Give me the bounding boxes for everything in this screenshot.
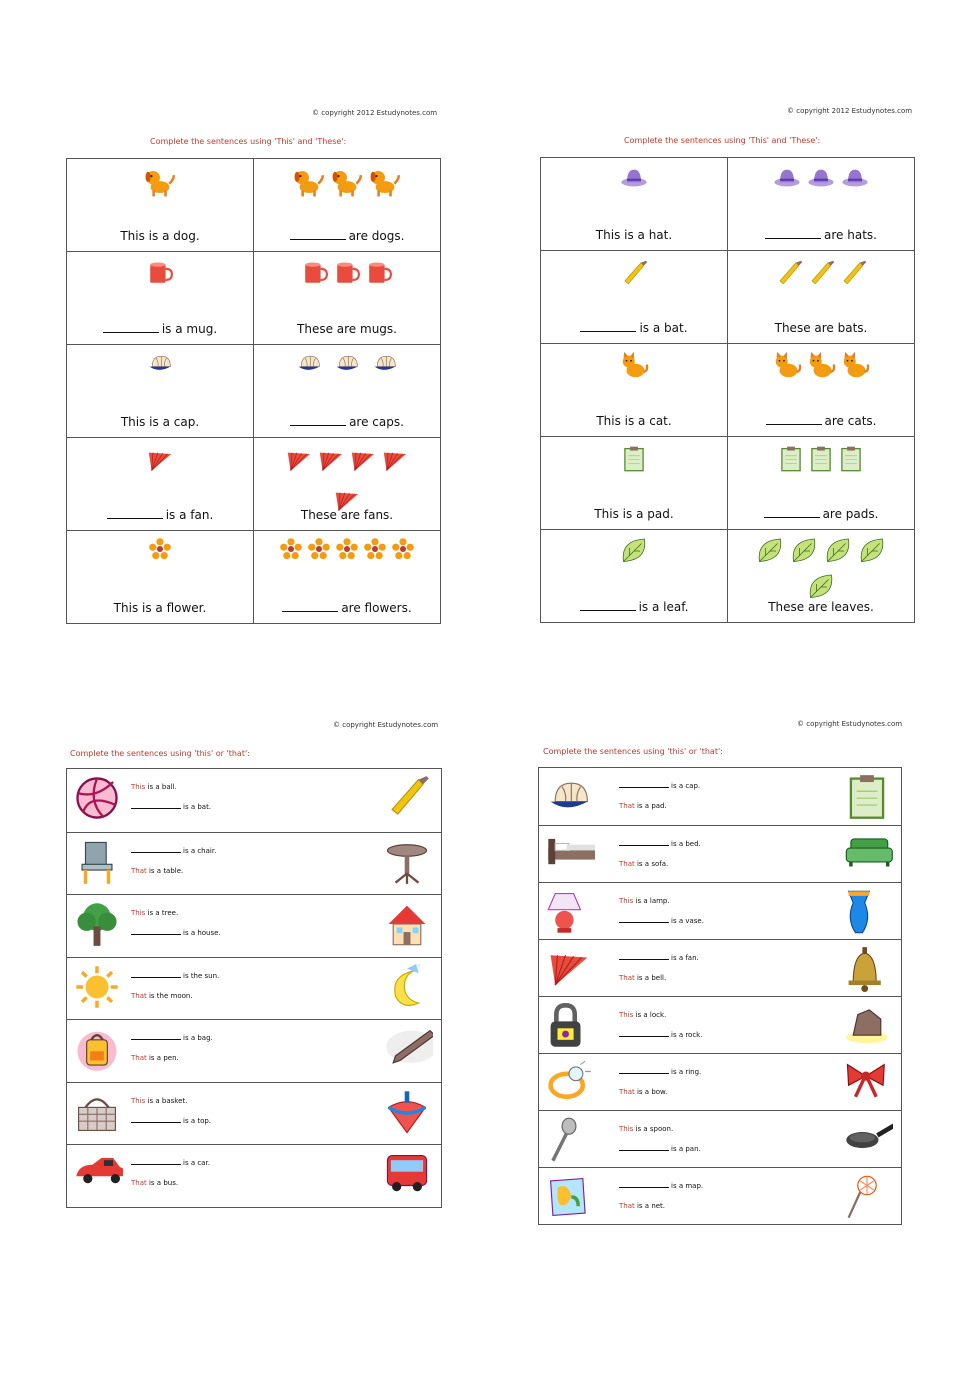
plural-item-cell bbox=[728, 437, 915, 530]
sentence bbox=[541, 414, 727, 436]
flower-icon bbox=[391, 537, 415, 565]
sentence bbox=[254, 229, 440, 251]
house-icon bbox=[381, 901, 433, 951]
sofa-icon bbox=[841, 832, 893, 882]
vase-icon bbox=[841, 889, 893, 939]
sentence-text: is a pen. bbox=[148, 1054, 179, 1062]
chair-icon bbox=[71, 839, 123, 889]
answer-blank[interactable] bbox=[764, 516, 820, 518]
sentence-text: is a bell. bbox=[636, 974, 667, 982]
answer-blank[interactable] bbox=[619, 1072, 669, 1074]
fan-icon bbox=[285, 444, 313, 482]
bat-icon bbox=[381, 775, 433, 825]
rock-icon bbox=[841, 1003, 893, 1053]
sentence-text: are pads. bbox=[822, 507, 879, 521]
demonstrative-word: This bbox=[619, 1011, 634, 1019]
sentence-text: are caps. bbox=[349, 415, 404, 429]
sentence-text: is a ball. bbox=[147, 783, 177, 791]
answer-blank[interactable] bbox=[103, 331, 159, 333]
sentence bbox=[254, 322, 440, 344]
plural-item-cell bbox=[728, 530, 915, 623]
single-item-cell bbox=[541, 530, 728, 623]
worksheet-2-table bbox=[540, 157, 915, 623]
sentence bbox=[541, 321, 727, 343]
demonstrative-word: That bbox=[619, 1202, 635, 1210]
plural-item-cell bbox=[254, 345, 441, 438]
sentence bbox=[619, 860, 668, 868]
bat-icon bbox=[839, 257, 867, 295]
sentence bbox=[619, 1031, 702, 1039]
dog-icon bbox=[368, 165, 402, 203]
sentence-text: These are mugs. bbox=[297, 322, 397, 336]
bag-icon bbox=[71, 1026, 123, 1076]
worksheet-row bbox=[67, 1082, 441, 1145]
leaf-icon bbox=[619, 536, 649, 570]
sentence-text: is a bat. bbox=[639, 321, 688, 335]
flower-icon bbox=[148, 537, 172, 565]
picture-group bbox=[254, 444, 440, 522]
sentence bbox=[67, 322, 253, 344]
single-item-cell bbox=[541, 251, 728, 344]
cap-icon bbox=[143, 351, 177, 381]
picture-group bbox=[728, 257, 914, 295]
sentence bbox=[254, 415, 440, 437]
picture-group bbox=[67, 537, 253, 565]
sentence-text: is a vase. bbox=[671, 917, 704, 925]
sentence bbox=[619, 1011, 666, 1019]
pan-icon bbox=[841, 1117, 893, 1167]
mug-icon bbox=[365, 258, 393, 292]
pad-icon bbox=[808, 443, 834, 479]
pad-icon bbox=[838, 443, 864, 479]
sentence bbox=[619, 840, 701, 848]
ring-icon bbox=[543, 1060, 595, 1110]
copyright-1: © copyright 2012 Estudynotes.com bbox=[312, 109, 438, 117]
sentence bbox=[728, 507, 914, 529]
answer-blank[interactable] bbox=[619, 958, 669, 960]
hat-icon bbox=[619, 164, 649, 196]
table-icon bbox=[381, 839, 433, 889]
answer-blank[interactable] bbox=[619, 1035, 669, 1037]
sentence-text: is a top. bbox=[183, 1116, 212, 1125]
picture-group bbox=[541, 536, 727, 570]
picture-group bbox=[254, 165, 440, 203]
sentence bbox=[67, 601, 253, 623]
sentence-text: is a cap. bbox=[671, 782, 701, 790]
sentence bbox=[619, 1145, 701, 1153]
worksheet-row bbox=[67, 531, 441, 624]
pen-icon bbox=[381, 1026, 433, 1076]
leaf-icon bbox=[789, 536, 819, 570]
answer-blank[interactable] bbox=[107, 517, 163, 519]
sentence bbox=[67, 415, 253, 437]
hat-icon bbox=[840, 164, 870, 196]
bus-icon bbox=[381, 1151, 433, 1201]
plural-item-cell bbox=[254, 438, 441, 531]
demonstrative-word: This bbox=[619, 1125, 634, 1133]
worksheet-2-title: Complete the sentences using 'This' and 'These': bbox=[624, 136, 821, 145]
picture-group bbox=[541, 350, 727, 386]
hat-icon bbox=[772, 164, 802, 196]
sentence bbox=[619, 1182, 703, 1190]
sentence bbox=[728, 414, 914, 436]
sentence-text: are flowers. bbox=[341, 601, 412, 615]
picture-group bbox=[254, 351, 440, 381]
demonstrative-word: That bbox=[619, 802, 635, 810]
fan-icon bbox=[333, 484, 361, 522]
copyright-2: © copyright 2012 Estudynotes.com bbox=[787, 107, 913, 115]
worksheet-row bbox=[541, 530, 915, 623]
mug-icon bbox=[146, 258, 174, 292]
sentence bbox=[619, 1202, 665, 1210]
sentence-text: These are leaves. bbox=[768, 600, 874, 614]
sentence-text: are cats. bbox=[824, 414, 877, 428]
sentence-text: This is a pad. bbox=[594, 507, 674, 521]
plural-item-cell bbox=[728, 344, 915, 437]
pad-icon bbox=[621, 443, 647, 479]
answer-blank[interactable] bbox=[131, 976, 181, 978]
sentence bbox=[619, 897, 670, 905]
sentence-text: is a house. bbox=[183, 929, 221, 937]
flower-icon bbox=[307, 537, 331, 565]
sentence bbox=[67, 508, 253, 530]
sentence-text: These are fans. bbox=[300, 508, 394, 522]
sentence bbox=[131, 1097, 187, 1105]
lock-icon bbox=[543, 1003, 595, 1053]
demonstrative-word: That bbox=[619, 1088, 635, 1096]
cap-icon bbox=[368, 351, 402, 381]
sentence-text: This is a hat. bbox=[595, 228, 673, 242]
demonstrative-word: This bbox=[131, 1096, 146, 1105]
worksheet-row bbox=[541, 437, 915, 530]
sentence-text: This is a flower. bbox=[113, 601, 207, 615]
bell-icon bbox=[841, 946, 893, 996]
dog-icon bbox=[292, 165, 326, 203]
sentence-text: are hats. bbox=[824, 228, 877, 242]
sentence bbox=[131, 1117, 211, 1125]
sentence-text: is a rock. bbox=[671, 1031, 703, 1039]
sentence-text: These are bats. bbox=[774, 321, 868, 335]
bed-icon bbox=[543, 832, 595, 882]
sentence-text: is a car. bbox=[183, 1159, 210, 1167]
demonstrative-word: That bbox=[131, 991, 147, 1000]
sentence bbox=[541, 228, 727, 250]
answer-blank[interactable] bbox=[131, 1121, 181, 1123]
sentence bbox=[131, 783, 177, 791]
sentence-text: is the moon. bbox=[148, 991, 193, 1000]
sentence-text: is a leaf. bbox=[638, 600, 689, 614]
plural-item-cell bbox=[728, 158, 915, 251]
net-icon bbox=[841, 1174, 893, 1224]
sentence-text: is the sun. bbox=[183, 971, 220, 980]
mug-icon bbox=[301, 258, 329, 292]
sentence bbox=[131, 1034, 213, 1042]
worksheet-3-title: Complete the sentences using 'this' or 'that': bbox=[70, 749, 250, 758]
cat-icon bbox=[806, 350, 836, 386]
worksheet-row bbox=[67, 1019, 441, 1082]
worksheet-row bbox=[67, 252, 441, 345]
sentence-text: This is a cap. bbox=[120, 415, 200, 429]
demonstrative-word: This bbox=[131, 909, 146, 917]
sentence bbox=[131, 1054, 179, 1062]
fan-icon bbox=[317, 444, 345, 482]
cat-icon bbox=[840, 350, 870, 386]
bat-icon bbox=[807, 257, 835, 295]
answer-blank[interactable] bbox=[131, 1163, 181, 1165]
copyright-3: © copyright Estudynotes.com bbox=[333, 721, 439, 729]
plural-item-cell bbox=[254, 531, 441, 624]
sentence bbox=[131, 929, 221, 937]
worksheet-4-title: Complete the sentences using 'this' or 'that': bbox=[543, 747, 723, 756]
picture-group bbox=[254, 258, 440, 292]
flower-icon bbox=[335, 537, 359, 565]
sentence-text: is a chair. bbox=[183, 846, 217, 855]
demonstrative-word: That bbox=[131, 1054, 147, 1062]
sentence bbox=[619, 1088, 667, 1096]
answer-blank[interactable] bbox=[131, 851, 181, 853]
moon-icon bbox=[381, 964, 433, 1014]
worksheet-row bbox=[67, 832, 441, 895]
single-item-cell bbox=[67, 345, 254, 438]
worksheet-row bbox=[67, 769, 441, 832]
bat-icon bbox=[775, 257, 803, 295]
sentence bbox=[619, 782, 700, 790]
sentence-text: is a net. bbox=[636, 1202, 666, 1210]
sentence-text: is a ring. bbox=[671, 1068, 702, 1076]
plural-item-cell bbox=[254, 252, 441, 345]
picture-group bbox=[728, 350, 914, 386]
worksheet-row bbox=[67, 159, 441, 252]
sentence-text: is a bag. bbox=[183, 1034, 213, 1042]
sentence bbox=[619, 974, 666, 982]
answer-blank[interactable] bbox=[131, 933, 181, 935]
worksheet-1-table bbox=[66, 158, 441, 624]
sentence-text: is a fan. bbox=[671, 954, 699, 962]
answer-blank[interactable] bbox=[619, 844, 669, 846]
ball-icon bbox=[71, 775, 123, 825]
worksheet-row bbox=[67, 957, 441, 1020]
answer-blank[interactable] bbox=[131, 1038, 181, 1040]
cat-icon bbox=[772, 350, 802, 386]
sun-icon bbox=[71, 964, 123, 1014]
worksheet-row bbox=[541, 344, 915, 437]
sentence bbox=[619, 802, 667, 810]
demonstrative-word: That bbox=[619, 974, 635, 982]
sentence-text: is a spoon. bbox=[635, 1125, 674, 1133]
worksheet-3-list bbox=[66, 768, 442, 1208]
fan-icon bbox=[543, 946, 595, 996]
sentence bbox=[131, 803, 211, 811]
spoon-icon bbox=[543, 1117, 595, 1167]
worksheet-row bbox=[539, 996, 901, 1053]
sentence-text: is a mug. bbox=[161, 322, 218, 336]
sentence-text: is a bus. bbox=[148, 1179, 179, 1187]
worksheet-row bbox=[67, 1144, 441, 1207]
sentence bbox=[131, 1179, 178, 1187]
picture-group bbox=[541, 257, 727, 295]
mug-icon bbox=[333, 258, 361, 292]
sentence-text: is a lock. bbox=[635, 1011, 667, 1019]
tree-icon bbox=[71, 901, 123, 951]
demonstrative-word: That bbox=[619, 860, 635, 868]
sentence-text: is a sofa. bbox=[636, 860, 669, 868]
sentence bbox=[619, 1068, 701, 1076]
picture-group bbox=[254, 537, 440, 565]
map-icon bbox=[543, 1174, 595, 1224]
plural-item-cell bbox=[728, 251, 915, 344]
answer-blank[interactable] bbox=[282, 610, 338, 612]
worksheet-row bbox=[539, 1053, 901, 1110]
dog-icon bbox=[330, 165, 364, 203]
answer-blank[interactable] bbox=[619, 921, 669, 923]
worksheet-row bbox=[539, 825, 901, 882]
single-item-cell bbox=[67, 159, 254, 252]
sentence-text: is a fan. bbox=[165, 508, 214, 522]
worksheet-row bbox=[67, 894, 441, 957]
worksheet-row bbox=[539, 939, 901, 996]
cap-icon bbox=[292, 351, 326, 381]
sentence bbox=[67, 229, 253, 251]
picture-group bbox=[541, 164, 727, 196]
sentence bbox=[131, 909, 178, 917]
sentence-text: is a pan. bbox=[671, 1145, 701, 1153]
sentence-text: are dogs. bbox=[348, 229, 405, 243]
copyright-4: © copyright Estudynotes.com bbox=[797, 720, 903, 728]
sentence-text: is a lamp. bbox=[635, 897, 670, 905]
sentence bbox=[131, 992, 193, 1000]
picture-group bbox=[728, 164, 914, 196]
picture-group bbox=[67, 444, 253, 482]
single-item-cell bbox=[541, 344, 728, 437]
hat-icon bbox=[806, 164, 836, 196]
worksheet-4-list bbox=[538, 767, 902, 1225]
answer-blank[interactable] bbox=[766, 423, 822, 425]
answer-blank[interactable] bbox=[131, 807, 181, 809]
demonstrative-word: This bbox=[619, 897, 634, 905]
leaf-icon bbox=[857, 536, 887, 570]
sentence-text: is a tree. bbox=[147, 909, 179, 917]
single-item-cell bbox=[67, 252, 254, 345]
single-item-cell bbox=[67, 438, 254, 531]
sentence bbox=[131, 972, 219, 980]
worksheet-row bbox=[67, 438, 441, 531]
cap-icon bbox=[330, 351, 364, 381]
demonstrative-word: This bbox=[131, 783, 146, 791]
basket-icon bbox=[71, 1089, 123, 1139]
plural-item-cell bbox=[254, 159, 441, 252]
sentence bbox=[254, 601, 440, 623]
sentence bbox=[728, 228, 914, 250]
demonstrative-word: That bbox=[131, 866, 147, 875]
answer-blank[interactable] bbox=[619, 786, 669, 788]
worksheet-row bbox=[541, 251, 915, 344]
picture-group bbox=[541, 443, 727, 479]
car-icon bbox=[71, 1151, 123, 1201]
worksheet-row bbox=[541, 158, 915, 251]
cat-icon bbox=[619, 350, 649, 386]
sentence bbox=[131, 1159, 210, 1167]
answer-blank[interactable] bbox=[580, 609, 636, 611]
leaf-icon bbox=[755, 536, 785, 570]
sentence bbox=[619, 954, 699, 962]
single-item-cell bbox=[67, 531, 254, 624]
lamp-icon bbox=[543, 889, 595, 939]
worksheet-1-title: Complete the sentences using 'This' and 'These': bbox=[150, 137, 347, 146]
bow-icon bbox=[841, 1060, 893, 1110]
flower-icon bbox=[363, 537, 387, 565]
answer-blank[interactable] bbox=[290, 238, 346, 240]
sentence-text: is a bow. bbox=[636, 1088, 668, 1096]
bat-icon bbox=[620, 257, 648, 295]
sentence-text: is a bed. bbox=[671, 840, 701, 848]
answer-blank[interactable] bbox=[619, 1149, 669, 1151]
worksheet-row bbox=[539, 768, 901, 825]
picture-group bbox=[67, 258, 253, 292]
single-item-cell bbox=[541, 437, 728, 530]
sentence bbox=[131, 867, 183, 875]
pad-icon bbox=[778, 443, 804, 479]
fan-icon bbox=[381, 444, 409, 482]
answer-blank[interactable] bbox=[619, 1186, 669, 1188]
sentence-text: is a pad. bbox=[636, 802, 667, 810]
flower-icon bbox=[279, 537, 303, 565]
answer-blank[interactable] bbox=[290, 424, 346, 426]
picture-group bbox=[67, 351, 253, 381]
leaf-icon bbox=[806, 572, 836, 606]
dog-icon bbox=[143, 165, 177, 203]
sentence bbox=[541, 600, 727, 622]
sentence-text: is a bat. bbox=[183, 803, 212, 811]
picture-group bbox=[728, 536, 914, 606]
answer-blank[interactable] bbox=[765, 237, 821, 239]
single-item-cell bbox=[541, 158, 728, 251]
sentence bbox=[131, 847, 216, 855]
picture-group bbox=[728, 443, 914, 479]
top-icon bbox=[381, 1089, 433, 1139]
sentence bbox=[728, 321, 914, 343]
worksheet-row bbox=[539, 1167, 901, 1224]
sentence-text: is a table. bbox=[148, 866, 184, 875]
sentence-text: This is a cat. bbox=[596, 414, 672, 428]
sentence-text: This is a dog. bbox=[120, 229, 200, 243]
cap-icon bbox=[543, 774, 595, 824]
answer-blank[interactable] bbox=[580, 330, 636, 332]
fan-icon bbox=[349, 444, 377, 482]
fan-icon bbox=[146, 444, 174, 482]
demonstrative-word: That bbox=[131, 1179, 147, 1187]
sentence bbox=[541, 507, 727, 529]
picture-group bbox=[67, 165, 253, 203]
sentence-text: is a map. bbox=[671, 1182, 704, 1190]
sentence-text: is a basket. bbox=[147, 1096, 188, 1105]
worksheet-row bbox=[539, 1110, 901, 1167]
pad-icon bbox=[841, 774, 893, 824]
worksheet-row bbox=[539, 882, 901, 939]
leaf-icon bbox=[823, 536, 853, 570]
sentence bbox=[619, 1125, 673, 1133]
sentence bbox=[619, 917, 704, 925]
worksheet-row bbox=[67, 345, 441, 438]
